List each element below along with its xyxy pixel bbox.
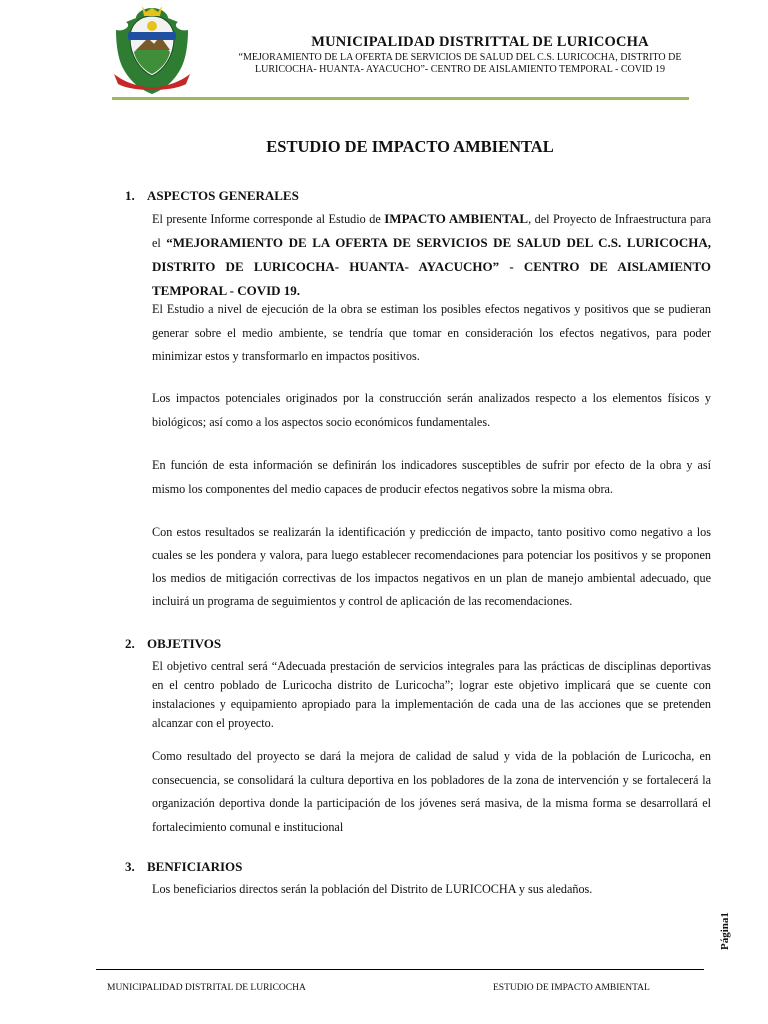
section-number: 1. bbox=[125, 188, 135, 203]
section-number: 2. bbox=[125, 636, 135, 651]
paragraph: En función de esta información se definirán los indicadores susceptibles de sufrir por efecto de la obra y así mismo los componentes del medio capaces de producir efectos negativos sobre la misma obra. bbox=[152, 458, 711, 496]
municipal-coat-of-arms-icon bbox=[108, 4, 196, 96]
section-heading bbox=[125, 636, 221, 652]
footer-left-text: MUNICIPALIDAD DISTRITAL DE LURICOCHA bbox=[107, 983, 306, 993]
header-title: MUNICIPALIDAD DISTRITTAL DE LURICOCHA bbox=[311, 34, 649, 50]
paragraph: Como resultado del proyecto se dará la mejora de calidad de salud y vida de la población de Luricocha, en consecuencia, se consolidará la cultura deportiva en los pobladores de la zona de intervención y se fortalecerá la organización deportiva donde la participación de los jóvenes será masiva, de la misma forma se desarrollará el fortalecimiento comunal e institucional bbox=[152, 749, 711, 834]
section-heading bbox=[125, 188, 299, 204]
bold-text: “MEJORAMIENTO DE LA OFERTA DE SERVICIOS DE SALUD DEL C.S. LURICOCHA, DISTRITO DE LURICOCHA- HUANTA- AYACUCHO” - CENTRO DE AISLAMIENTO TEMPORAL - COVID 19. bbox=[152, 235, 711, 298]
text-run: , del Proyecto de Infraestructura para el bbox=[152, 212, 711, 250]
footer-right-text: ESTUDIO DE IMPACTO AMBIENTAL bbox=[493, 983, 650, 993]
bold-text: IMPACTO AMBIENTAL bbox=[384, 211, 529, 226]
document-title: ESTUDIO DE IMPACTO AMBIENTAL bbox=[266, 137, 554, 156]
paragraph: El Estudio a nivel de ejecución de la obra se estiman los posibles efectos negativos y positivos que se pudieran generar sobre el medio ambiente, se tendría que tomar en consideración los efectos negativos, para poder minimizar estos y transformarlo en impactos positivos. bbox=[152, 302, 711, 363]
header-subtitle-line: “MEJORAMIENTO DE LA OFERTA DE SERVICIOS DE SALUD DEL C.S. LURICOCHA, DISTRITO DE bbox=[238, 52, 682, 63]
page-number: Página1 bbox=[719, 912, 731, 950]
paragraph: Con estos resultados se realizarán la identificación y predicción de impacto, tanto positivo como negativo a los cuales se les pondera y valora, para luego establecer recomendaciones para potenciar los positivos y se proponen los medios de mitigación correctivas de los impactos negativos en un plan de manejo ambiental adecuado, que incluirá un programa de seguimientos y control de aplicación de las recomendaciones. bbox=[152, 525, 711, 608]
paragraph: Los impactos potenciales originados por la construcción serán analizados respecto a los elementos físicos y biológicos; así como a los aspectos socio económicos fundamentales. bbox=[152, 391, 711, 429]
header-divider bbox=[112, 97, 689, 100]
paragraph: Los beneficiarios directos serán la población del Distrito de LURICOCHA y sus aledaños. bbox=[152, 882, 593, 896]
paragraph bbox=[152, 207, 711, 303]
section-heading bbox=[125, 859, 242, 875]
section-title: OBJETIVOS bbox=[147, 636, 222, 651]
section-number: 3. bbox=[125, 859, 135, 874]
footer-divider bbox=[96, 969, 704, 970]
section-title: BENFICIARIOS bbox=[147, 859, 243, 874]
section-title: ASPECTOS GENERALES bbox=[147, 188, 299, 203]
header-subtitle bbox=[228, 52, 692, 76]
header-subtitle-line: LURICOCHA- HUANTA- AYACUCHO”- CENTRO DE AISLAMIENTO TEMPORAL - COVID 19 bbox=[254, 64, 666, 75]
paragraph: El objetivo central será “Adecuada prestación de servicios integrales para las prácticas de disciplinas deportivas en el centro poblado de Luricocha distrito de Luricocha”; lograr este objetivo implicará que se cuente con instalaciones y equipamiento apropiado para la implementación de cada una de las acciones que se pretenden alcanzar con el proyecto. bbox=[152, 659, 711, 730]
text-run: El presente Informe corresponde al Estudio de bbox=[152, 212, 385, 226]
